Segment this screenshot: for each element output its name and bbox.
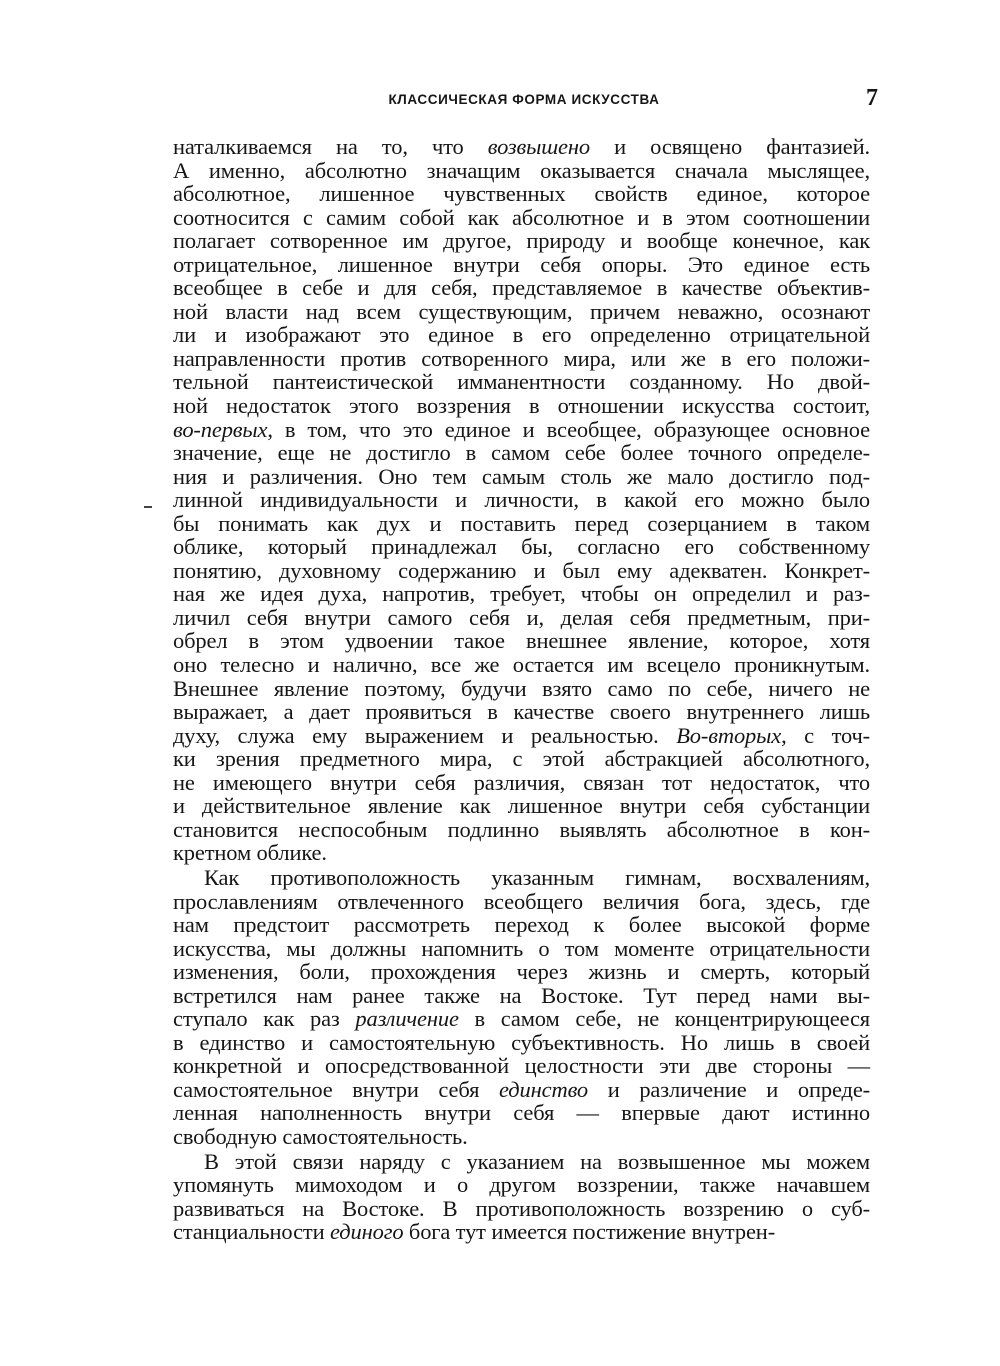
text-segment: В этой связи наряду с указанием на возвышенное мы можем bbox=[204, 1148, 870, 1174]
emphasized-text: различение bbox=[355, 1006, 459, 1032]
text-segment: Внешнее явление поэтому, будучи взято само по себе, ничего не bbox=[173, 675, 870, 701]
text-segment: значение, еще не достигло в самом себе более точного определе- bbox=[173, 440, 870, 466]
running-title: КЛАССИЧЕСКАЯ ФОРМА ИСКУССТВА bbox=[388, 92, 660, 107]
text-segment: соотносится с самим собой как абсолютное и в этом соотношении bbox=[173, 204, 870, 230]
page-number: 7 bbox=[866, 85, 878, 111]
text-line bbox=[173, 229, 870, 253]
text-segment: ной недостаток этого воззрения в отношении искусства состоит, bbox=[173, 393, 870, 419]
text-segment: бы понимать как дух и поставить перед созерцанием в таком bbox=[173, 510, 870, 536]
running-head bbox=[170, 85, 878, 116]
text-segment: в самом себе, не концентрирующееся bbox=[458, 1006, 870, 1032]
text-line bbox=[173, 370, 870, 394]
text-line bbox=[173, 347, 870, 371]
text-line bbox=[173, 582, 870, 606]
text-segment: изменения, боли, прохождения через жизнь и смерть, который bbox=[173, 959, 870, 985]
text-segment: , в том, что это единое и всеобщее, образующее основное bbox=[267, 416, 870, 442]
text-line bbox=[173, 1101, 870, 1125]
text-segment: развиваться на Востоке. В противоположность воззрению о суб- bbox=[173, 1195, 870, 1221]
text-line bbox=[173, 890, 870, 914]
text-segment: наталкиваемся на то, что bbox=[173, 134, 488, 159]
text-segment: нам предстоит рассмотреть переход к более высокой форме bbox=[173, 912, 870, 938]
text-line bbox=[173, 323, 870, 347]
text-segment: конкретной и опосредствованной целостности эти две стороны — bbox=[173, 1053, 870, 1079]
text-segment: оно телесно и налично, все же остается им всецело проникнутым. bbox=[173, 652, 870, 678]
text-line bbox=[173, 418, 870, 442]
text-segment: становится неспособным подлинно выявлять абсолютное в кон- bbox=[173, 816, 870, 842]
text-segment: встретился нам ранее также на Востоке. Тут перед нами вы- bbox=[173, 982, 870, 1008]
text-line bbox=[173, 1150, 870, 1174]
text-segment: ленная наполненность внутри себя — впервые дают истинно bbox=[173, 1100, 870, 1126]
text-line bbox=[173, 182, 870, 206]
text-segment: духу, служа ему выражением и реальностью. bbox=[173, 722, 677, 748]
text-line bbox=[173, 253, 870, 277]
text-line bbox=[173, 300, 870, 324]
text-line bbox=[173, 465, 870, 489]
text-line bbox=[173, 135, 870, 159]
text-segment: , с точ- bbox=[781, 722, 870, 748]
text-line bbox=[173, 984, 870, 1008]
text-line bbox=[173, 1031, 870, 1055]
text-line bbox=[173, 677, 870, 701]
text-line bbox=[173, 794, 870, 818]
text-line bbox=[173, 771, 870, 795]
text-line bbox=[173, 1220, 870, 1244]
text-segment: ния и различения. Оно тем самым столь же мало достигло под- bbox=[173, 463, 870, 489]
text-segment: станциальности bbox=[173, 1219, 330, 1245]
text-line bbox=[173, 276, 870, 300]
emphasized-text: единого bbox=[329, 1219, 404, 1245]
text-segment: личил себя внутри самого себя и, делая себя предметным, при- bbox=[173, 604, 870, 630]
text-line bbox=[173, 512, 870, 536]
text-segment: ступало как раз bbox=[173, 1006, 356, 1032]
text-line bbox=[173, 913, 870, 937]
text-segment: ки зрения предметного мира, с этой абстракцией абсолютного, bbox=[173, 746, 870, 772]
text-segment: понятию, духовному содержанию и был ему адекватен. Конкрет- bbox=[173, 557, 870, 583]
text-line bbox=[173, 960, 870, 984]
text-line bbox=[173, 700, 870, 724]
text-segment: и различение и опреде- bbox=[588, 1076, 870, 1102]
emphasized-text: Во-вторых bbox=[676, 722, 782, 748]
text-segment: полагает сотворенное им другое, природу и вообще конечное, как bbox=[173, 228, 870, 254]
text-segment: ли и изображают это единое в его определенно отрицательной bbox=[173, 322, 870, 348]
text-segment: линной индивидуальности и личности, в какой его можно было bbox=[173, 487, 870, 513]
text-segment: самостоятельное внутри себя bbox=[173, 1076, 500, 1102]
text-segment: прославлениям отвлеченного всеобщего величия бога, здесь, где bbox=[173, 888, 870, 914]
text-line bbox=[173, 1197, 870, 1221]
emphasized-text: во-первых bbox=[173, 416, 268, 442]
text-line bbox=[173, 559, 870, 583]
text-segment: направленности против сотворенного мира, или же в его положи- bbox=[173, 345, 870, 371]
text-line bbox=[173, 629, 870, 653]
text-line bbox=[173, 1078, 870, 1102]
text-line bbox=[173, 159, 870, 183]
body-text bbox=[173, 135, 870, 1244]
text-line bbox=[173, 1125, 870, 1149]
text-segment: упомянуть мимоходом и о другом воззрении, также начавшем bbox=[173, 1172, 870, 1198]
text-line bbox=[173, 441, 870, 465]
text-segment: кретном облике. bbox=[173, 840, 327, 866]
text-line bbox=[173, 653, 870, 677]
text-segment: и освящено фантазией. bbox=[590, 134, 870, 159]
text-segment: всеобщее в себе и для себя, представляемое в качестве объектив- bbox=[173, 275, 870, 301]
text-line bbox=[173, 206, 870, 230]
text-line bbox=[173, 841, 870, 865]
text-line bbox=[173, 937, 870, 961]
text-segment: искусства, мы должны напомнить о том моменте отрицательности bbox=[173, 935, 870, 961]
text-line bbox=[173, 394, 870, 418]
text-segment: не имеющего внутри себя различия, связан тот недостаток, что bbox=[173, 769, 870, 795]
text-segment: Как противоположность указанным гимнам, восхвалениям, bbox=[204, 864, 870, 890]
text-line bbox=[173, 818, 870, 842]
text-segment: бога тут имеется постижение внутрен- bbox=[403, 1219, 776, 1245]
text-segment: ной власти над всем существующим, причем неважно, осознают bbox=[173, 298, 870, 324]
emphasized-text: единство bbox=[499, 1076, 589, 1102]
emphasized-text: возвышено bbox=[487, 134, 591, 159]
text-segment: облике, который принадлежал бы, согласно его собственному bbox=[173, 534, 870, 560]
text-segment: А именно, абсолютно значащим оказывается сначала мыслящее, bbox=[173, 157, 870, 183]
text-line bbox=[173, 724, 870, 748]
text-segment: обрел в этом удвоении такое внешнее явление, которое, хотя bbox=[173, 628, 870, 654]
text-line bbox=[173, 606, 870, 630]
margin-mark bbox=[144, 506, 152, 508]
text-segment: свободную самостоятельность. bbox=[173, 1123, 468, 1149]
text-line bbox=[173, 488, 870, 512]
text-segment: абсолютное, лишенное чувственных свойств единое, которое bbox=[173, 181, 870, 207]
text-segment: тельной пантеистической имманентности созданному. Но двой- bbox=[173, 369, 870, 395]
text-segment: в единство и самостоятельную субъективность. Но лишь в своей bbox=[173, 1029, 870, 1055]
text-line bbox=[173, 1173, 870, 1197]
text-line bbox=[173, 866, 870, 890]
text-segment: отрицательное, лишенное внутри себя опоры. Это единое есть bbox=[173, 251, 870, 277]
text-line bbox=[173, 1007, 870, 1031]
text-segment: и действительное явление как лишенное внутри себя субстанции bbox=[173, 793, 870, 819]
text-segment: выражает, а дает проявиться в качестве своего внутреннего лишь bbox=[173, 699, 870, 725]
text-line bbox=[173, 535, 870, 559]
text-line bbox=[173, 1054, 870, 1078]
text-segment: ная же идея духа, напротив, требует, чтобы он определил и раз- bbox=[173, 581, 870, 607]
text-line bbox=[173, 747, 870, 771]
